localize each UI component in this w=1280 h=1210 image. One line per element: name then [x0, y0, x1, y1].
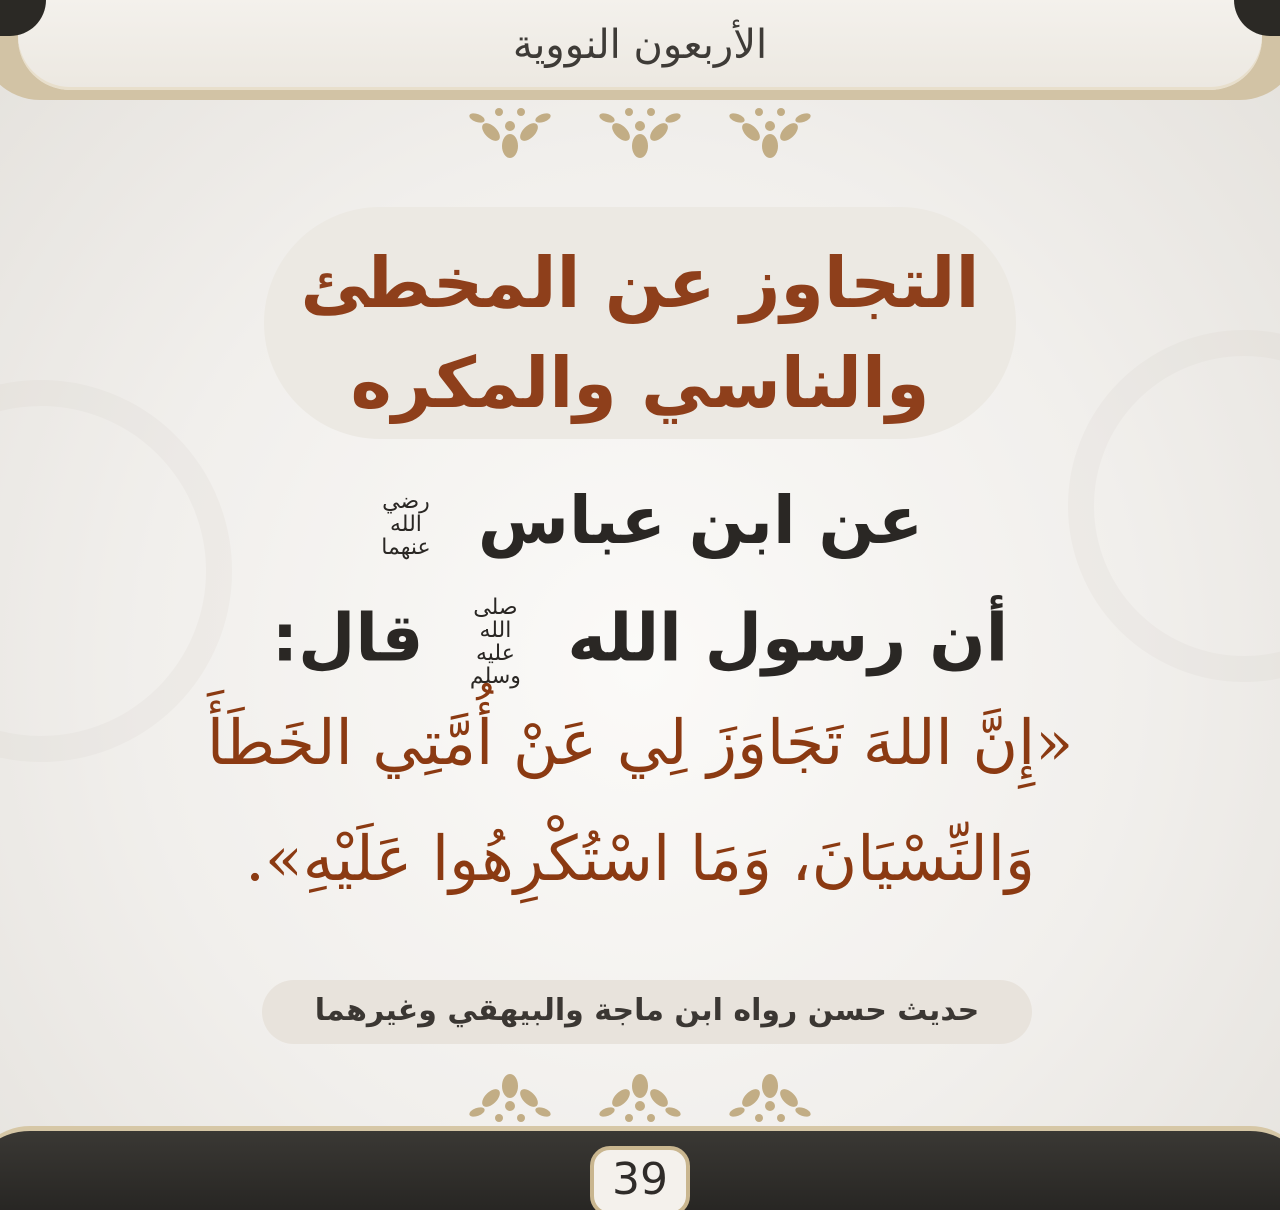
narrator-name: عن ابن عباس [477, 482, 924, 559]
narrator-line-1 [0, 482, 1280, 561]
floral-ornament-icon [599, 98, 681, 160]
narrator-said: قال: [271, 599, 424, 677]
floral-ornament-icon [469, 1074, 551, 1130]
hadith-title-line-2: والناسي والمكره [350, 342, 930, 424]
radiallahu-honorific: رضي الله عنهما [381, 489, 431, 561]
narrator-line-2 [0, 596, 1280, 688]
hadith-title-line-1: التجاوز عن المخطئ [300, 242, 980, 324]
background-ornament-left [0, 380, 232, 762]
hadith-source: حديث حسن رواه ابن ماجة والبيهقي وغيرهما [314, 993, 980, 1028]
narrator-messenger: أن رسول الله [567, 599, 1009, 677]
bottom-ornament-row [0, 1074, 1280, 1130]
floral-ornament-icon [729, 98, 811, 160]
top-ornament-row [0, 98, 1280, 160]
hadith-text-line-2: وَالنِّسْيَانَ، وَمَا اسْتُكْرِهُوا عَلَيْهِ». [245, 822, 1035, 895]
book-title: الأربعون النووية [512, 22, 768, 68]
floral-ornament-icon [599, 1074, 681, 1130]
page-number: 39 [590, 1146, 690, 1210]
hadith-text-line-1: «إِنَّ اللهَ تَجَاوَزَ لِي عَنْ أُمَّتِي الخَطَأَ [206, 706, 1074, 779]
floral-ornament-icon [469, 98, 551, 160]
salallahu-honorific: صلى الله عليه وسلم [469, 595, 521, 690]
floral-ornament-icon [729, 1074, 811, 1130]
